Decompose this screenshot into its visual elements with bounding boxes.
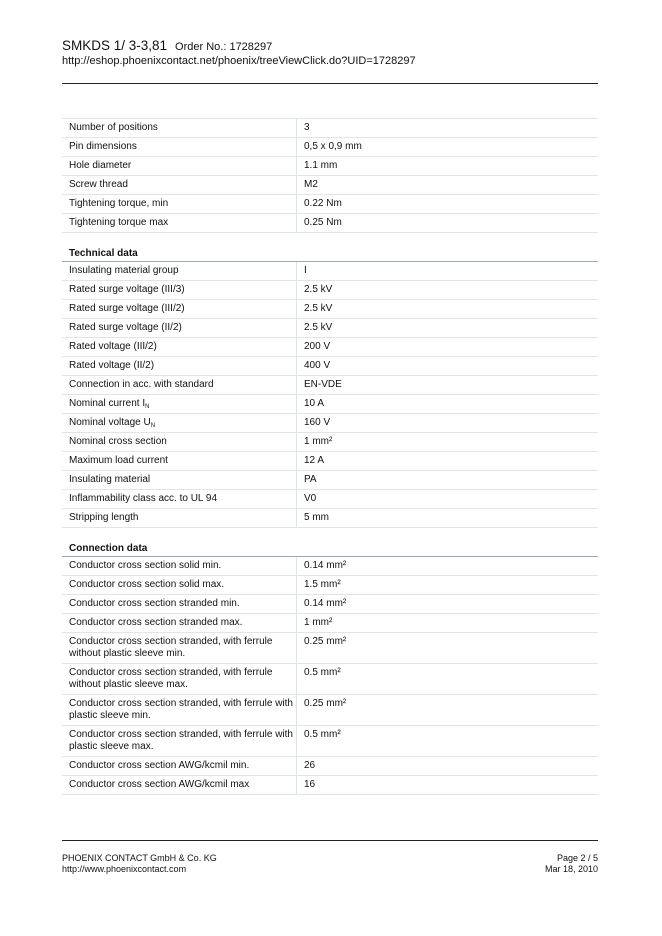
row-label xyxy=(62,338,296,353)
row-label xyxy=(62,262,296,277)
row-label-text: Screw thread xyxy=(69,179,128,190)
footer-divider xyxy=(62,840,598,841)
general-section xyxy=(62,118,598,233)
table-row xyxy=(62,214,598,233)
row-value: 0.22 Nm xyxy=(296,195,598,213)
table-row xyxy=(62,664,598,695)
table-row xyxy=(62,776,598,795)
row-label-subscript: N xyxy=(150,423,156,429)
table-row xyxy=(62,262,598,281)
table-row xyxy=(62,726,598,757)
row-label xyxy=(62,433,296,448)
table-row xyxy=(62,281,598,300)
table-row xyxy=(62,118,598,138)
row-label-subscript: N xyxy=(145,404,150,410)
row-label-text: Conductor cross section stranded max. xyxy=(69,617,243,628)
row-value: 160 V xyxy=(296,414,598,432)
order-number: Order No.: 1728297 xyxy=(175,41,273,53)
row-label-text: Conductor cross section AWG/kcmil max xyxy=(69,779,250,790)
row-value: 400 V xyxy=(296,357,598,375)
row-value: 2.5 kV xyxy=(296,281,598,299)
row-label xyxy=(62,214,296,229)
row-label xyxy=(62,509,296,524)
row-label-text: Conductor cross section stranded, with ferrule without plastic sleeve max. xyxy=(69,667,273,690)
row-value: 26 xyxy=(296,757,598,775)
table-row xyxy=(62,338,598,357)
row-value: 16 xyxy=(296,776,598,794)
row-label xyxy=(62,395,296,413)
row-label xyxy=(62,757,296,772)
table-row xyxy=(62,757,598,776)
row-value: M2 xyxy=(296,176,598,194)
footer-company: PHOENIX CONTACT GmbH & Co. KG xyxy=(62,853,217,863)
table-row xyxy=(62,595,598,614)
row-label xyxy=(62,776,296,791)
source-url: http://eshop.phoenixcontact.net/phoenix/treeViewClick.do?UID=1728297 xyxy=(62,55,416,67)
row-label xyxy=(62,300,296,315)
footer-page-block xyxy=(545,853,598,875)
row-value: 1 mm² xyxy=(296,614,598,632)
row-label xyxy=(62,633,296,660)
table-row xyxy=(62,576,598,595)
row-label-text: Inflammability class acc. to UL 94 xyxy=(69,493,218,504)
row-value: 3 xyxy=(296,119,598,137)
row-label xyxy=(62,119,296,134)
row-value: 0.14 mm² xyxy=(296,595,598,613)
row-label-text: Conductor cross section stranded min. xyxy=(69,598,240,609)
row-value: 0.25 mm² xyxy=(296,633,598,663)
row-label-text: Maximum load current xyxy=(69,455,168,466)
row-value: 5 mm xyxy=(296,509,598,527)
row-label-text: Conductor cross section solid max. xyxy=(69,579,225,590)
row-label xyxy=(62,695,296,722)
row-label xyxy=(62,664,296,691)
row-label-text: Hole diameter xyxy=(69,160,132,171)
row-label xyxy=(62,452,296,467)
row-label xyxy=(62,557,296,572)
table-row xyxy=(62,471,598,490)
row-value: 10 A xyxy=(296,395,598,413)
row-label xyxy=(62,138,296,153)
row-value: 1.5 mm² xyxy=(296,576,598,594)
row-value: EN-VDE xyxy=(296,376,598,394)
footer-website: http://www.phoenixcontact.com xyxy=(62,864,187,874)
table-row xyxy=(62,376,598,395)
row-value: 1 mm² xyxy=(296,433,598,451)
table-row xyxy=(62,414,598,433)
row-label xyxy=(62,414,296,432)
row-value: 0.5 mm² xyxy=(296,664,598,694)
connection-section-title: Connection data xyxy=(62,528,598,557)
row-value: 0.25 Nm xyxy=(296,214,598,232)
row-label-text: Conductor cross section stranded, with ferrule with plastic sleeve min. xyxy=(69,698,293,721)
row-label-text: Nominal cross section xyxy=(69,436,167,447)
row-label-text: Tightening torque, min xyxy=(69,198,169,209)
table-row xyxy=(62,490,598,509)
row-label xyxy=(62,726,296,753)
table-row xyxy=(62,319,598,338)
row-label-text: Rated voltage (II/2) xyxy=(69,360,155,371)
product-name: SMKDS 1/ 3-3,81 xyxy=(62,38,168,53)
row-label xyxy=(62,376,296,391)
document-date: Mar 18, 2010 xyxy=(544,864,598,874)
row-label-text: Insulating material group xyxy=(69,265,179,276)
connection-section xyxy=(62,557,598,795)
table-row xyxy=(62,300,598,319)
table-row xyxy=(62,195,598,214)
row-label-text: Rated surge voltage (III/3) xyxy=(69,284,185,295)
technical-section xyxy=(62,262,598,528)
row-label xyxy=(62,319,296,334)
row-label xyxy=(62,471,296,486)
row-label-text: Tightening torque max xyxy=(69,217,169,228)
spec-table xyxy=(62,118,598,795)
row-label xyxy=(62,281,296,296)
row-label-text: Connection in acc. with standard xyxy=(69,379,214,390)
table-row xyxy=(62,433,598,452)
row-label-text: Rated voltage (III/2) xyxy=(69,341,157,352)
table-row xyxy=(62,695,598,726)
row-label-text: Nominal current I xyxy=(69,398,146,409)
table-row xyxy=(62,614,598,633)
page-number: Page 2 / 5 xyxy=(556,853,598,863)
table-row xyxy=(62,633,598,664)
table-row xyxy=(62,157,598,176)
table-row xyxy=(62,557,598,576)
row-value: 200 V xyxy=(296,338,598,356)
row-label xyxy=(62,576,296,591)
row-label-text: Conductor cross section stranded, with ferrule without plastic sleeve min. xyxy=(69,636,273,659)
technical-section-title: Technical data xyxy=(62,233,598,262)
row-label xyxy=(62,157,296,172)
row-value: 0.25 mm² xyxy=(296,695,598,725)
row-label xyxy=(62,614,296,629)
row-label xyxy=(62,357,296,372)
row-label-text: Conductor cross section stranded, with ferrule with plastic sleeve max. xyxy=(69,729,293,752)
row-label-text: Nominal voltage U xyxy=(69,417,151,428)
row-label-text: Insulating material xyxy=(69,474,151,485)
row-label-text: Stripping length xyxy=(69,512,139,523)
row-value: PA xyxy=(296,471,598,489)
row-label-text: Pin dimensions xyxy=(69,141,137,152)
row-value: V0 xyxy=(296,490,598,508)
row-label-text: Number of positions xyxy=(69,122,158,133)
row-label-text: Conductor cross section solid min. xyxy=(69,560,222,571)
row-value: I xyxy=(296,262,598,280)
table-row xyxy=(62,138,598,157)
table-row xyxy=(62,395,598,414)
table-row xyxy=(62,357,598,376)
row-label xyxy=(62,595,296,610)
table-row xyxy=(62,176,598,195)
row-label xyxy=(62,195,296,210)
row-value: 0.14 mm² xyxy=(296,557,598,575)
document-title xyxy=(62,38,272,55)
row-value: 12 A xyxy=(296,452,598,470)
table-row xyxy=(62,452,598,471)
header-divider xyxy=(62,83,598,84)
row-label-text: Rated surge voltage (III/2) xyxy=(69,303,185,314)
row-value: 2.5 kV xyxy=(296,319,598,337)
row-label-text: Conductor cross section AWG/kcmil min. xyxy=(69,760,250,771)
row-label-text: Rated surge voltage (II/2) xyxy=(69,322,182,333)
row-value: 1.1 mm xyxy=(296,157,598,175)
row-value: 2.5 kV xyxy=(296,300,598,318)
row-value: 0.5 mm² xyxy=(296,726,598,756)
row-value: 0,5 x 0,9 mm xyxy=(296,138,598,156)
row-label xyxy=(62,176,296,191)
table-row xyxy=(62,509,598,528)
footer-company-block xyxy=(62,853,217,875)
row-label xyxy=(62,490,296,505)
